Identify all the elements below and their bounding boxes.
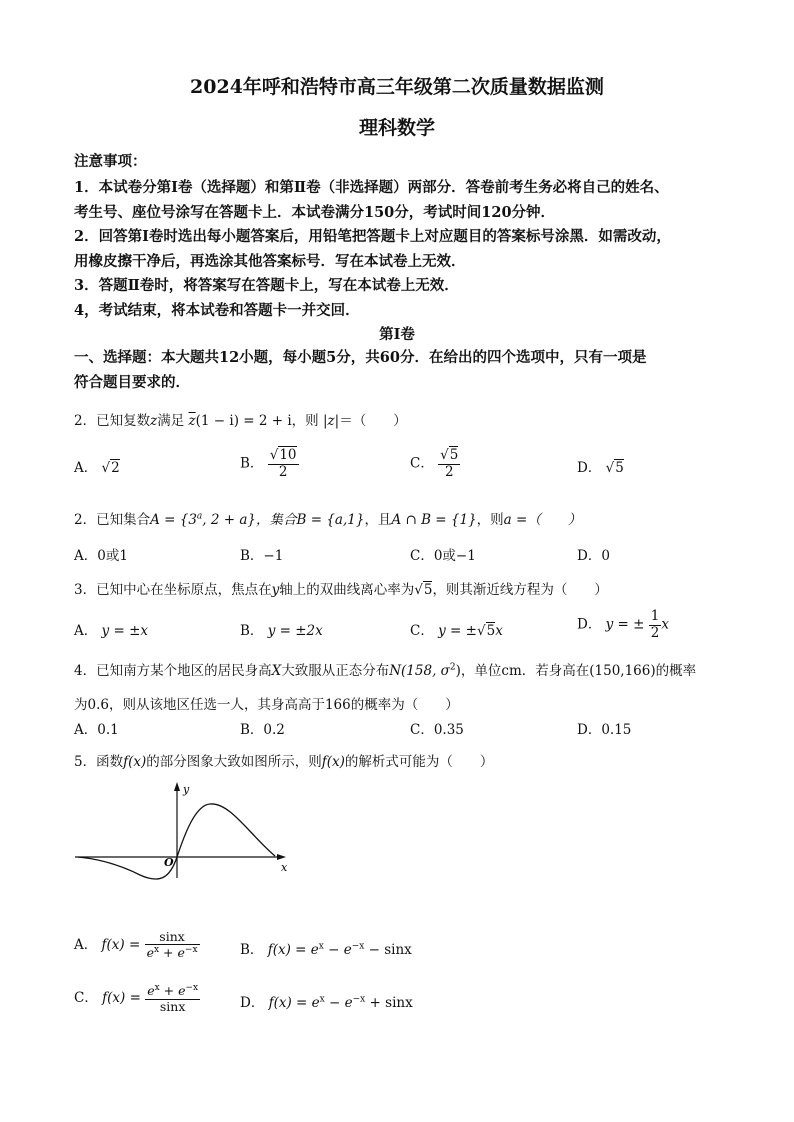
q3-option-c: C． y = ±√5x [410, 623, 503, 639]
notice-heading: 注意事项： [74, 153, 147, 170]
q2-option-d: D．0 [577, 548, 610, 564]
q2-option-a: A．0或1 [74, 548, 128, 564]
q3-option-b: B． y = ±2x [240, 623, 323, 639]
q1-option-b: B． $\frac{√10}{2}$ [240, 447, 297, 480]
q1-end: ＝（ ） [339, 413, 407, 429]
q5-option-d: D． $f(x) = e^x - e^{-x} + \sin x$ [240, 994, 413, 1011]
notice-line-6: 4，考试结束，将本试卷和答题卡一并交回． [74, 302, 360, 319]
section-intro-line-1: 一、选择题：本大题共12小题，每小题5分，共60分．在给出的四个选项中，只有一项是 [74, 349, 647, 366]
q1-option-d: D． √5 [577, 460, 624, 476]
q3-option-a: A． y = ±x [74, 623, 148, 639]
question-3: 3．已知中心在坐标原点，焦点在y轴上的双曲线离心率为√5，则其渐近线方程为（ ） [74, 582, 608, 598]
q5-option-a: A． f(x) = $\frac{\sin x}{e^x + e^{-x}}$ [74, 929, 198, 961]
question-2: 2．已知集合$A = \{3^a$, 2 + a}，集合B = {a,1}，且A ∩ B = {1}，则a =（ ） [74, 511, 582, 528]
q4-option-c: C．0.35 [410, 722, 464, 738]
question-5: 5．函数f(x)的部分图象大致如图所示，则f(x)的解析式可能为（ ） [74, 754, 494, 770]
question-1: 2．已知复数z满足 $\overline{z}(1 - i) = 2 + i$，则 |z|＝（ ） [74, 413, 407, 429]
q3-option-d: D． y = ± $\frac{1}{2}$ x [577, 608, 669, 641]
notice-line-2: 考生号、座位号涂写在答题卡上．本试卷满分150分，考试时间120分钟． [74, 204, 556, 221]
x-axis-arrow [277, 854, 286, 860]
q1-option-c: C． $\frac{√5}{2}$ [410, 447, 459, 480]
x-axis-label: x [281, 861, 288, 874]
origin-label: O [164, 856, 174, 869]
question-4-line-1: 4．已知南方某个地区的居民身高X大致服从正态分布N(158, $\sigma^2$)，单位cm．若身高在(150,166)的概率 [74, 662, 697, 679]
q1-eq: (1 − i) = 2 + i，则 [195, 413, 319, 429]
function-graph [70, 780, 300, 880]
q4-option-b: B．0.2 [240, 722, 285, 738]
exam-title: 2024年呼和浩特市高三年级第二次质量数据监测 [190, 76, 604, 98]
notice-line-5: 3．答题Ⅱ卷时，将答案写在答题卡上，写在本试卷上无效． [74, 277, 459, 294]
notice-line-3: 2．回答第Ⅰ卷时选出每小题答案后，用铅笔把答题卡上对应题目的答案标号涂黑．如需改动， [74, 228, 671, 245]
q4-option-a: A．0.1 [74, 722, 119, 738]
notice-line-1: 1．本试卷分第Ⅰ卷（选择题）和第Ⅱ卷（非选择题）两部分．答卷前考生务必将自己的姓名、 [74, 179, 669, 196]
section-intro-line-2: 符合题目要求的． [74, 374, 190, 391]
exam-subject: 理科数学 [358, 117, 435, 139]
question-4-line-2: 为0.6，则从该地区任选一人，其身高高于166的概率为（ ） [74, 697, 459, 713]
notice-line-4: 用橡皮擦干净后，再选涂其他答案标号．写在本试卷上无效． [74, 253, 466, 270]
y-axis-arrow [174, 782, 180, 791]
y-axis-label: y [183, 783, 190, 796]
q2-option-c: C．0或−1 [410, 548, 476, 564]
q2-option-b: B．−1 [240, 548, 284, 564]
q4-option-d: D．0.15 [577, 722, 632, 738]
section-label: 第Ⅰ卷 [379, 326, 415, 343]
q1-option-a: A． √2 [74, 460, 120, 476]
q5-option-c: C． f(x) = $\frac{e^x + e^{-x}}{\sin x}$ [74, 983, 199, 1014]
q1-prefix: 2．已知复数 [74, 413, 151, 429]
q5-option-b: B． $f(x) = e^x - e^{-x} - \sin x$ [240, 941, 412, 958]
q1-mid: 满足 [157, 413, 185, 429]
